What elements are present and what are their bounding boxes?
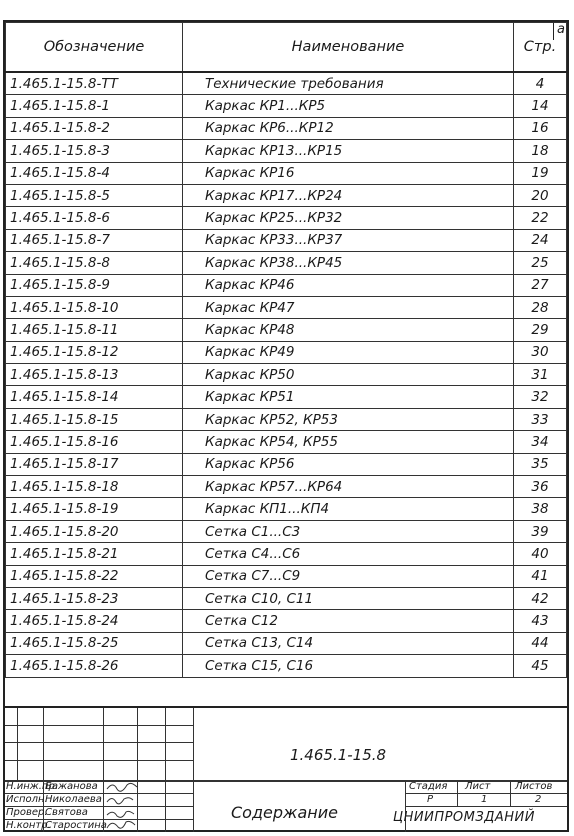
table-row [6,252,567,274]
row-page: 14 [514,95,567,117]
row-name: Каркас КР25...КР32 [183,207,514,229]
row-page: 41 [514,565,567,587]
signature-name: Бажанова [45,781,98,792]
row-page: 28 [514,296,567,318]
row-designation: 1.465.1-15.8-13 [6,364,183,386]
row-name: Каркас КР33...КР37 [183,229,514,251]
row-page: 44 [514,632,567,654]
table-row [6,72,567,95]
document-code: 1.465.1-15.8 [290,746,387,764]
signature-role: Н.контр. [6,820,51,831]
sheet-value: 1 [481,794,488,805]
row-designation: 1.465.1-15.8-10 [6,296,183,318]
row-name: Каркас КР46 [183,274,514,296]
row-name: Каркас КР50 [183,364,514,386]
signature-name: Святова [45,807,88,818]
table-row [6,386,567,408]
table-row [6,610,567,632]
row-name: Сетка С7...С9 [183,565,514,587]
table-row [6,140,567,162]
table-row [6,207,567,229]
row-name: Каркас КР54, КР55 [183,431,514,453]
row-designation: 1.465.1-15.8-18 [6,476,183,498]
signature-role: Исполн. [6,794,48,805]
row-page: 33 [514,408,567,430]
row-page: 27 [514,274,567,296]
row-name: Каркас КР47 [183,296,514,318]
row-page: 4 [514,72,567,95]
row-name: Каркас КР52, КР53 [183,408,514,430]
table-row [6,341,567,363]
row-page: 25 [514,252,567,274]
corner-mark: а [553,22,567,40]
table-row [6,476,567,498]
signature-name: Старостина [45,820,107,831]
table-row [6,453,567,475]
row-page: 39 [514,520,567,542]
table-row [6,587,567,609]
row-name: Каркас КР1...КР5 [183,95,514,117]
row-designation: 1.465.1-15.8-3 [6,140,183,162]
row-designation: 1.465.1-15.8-14 [6,386,183,408]
row-name: Каркас КР56 [183,453,514,475]
row-page: 43 [514,610,567,632]
table-row [6,565,567,587]
document-title: Содержание [231,803,338,822]
table-row [6,117,567,139]
row-designation: 1.465.1-15.8-25 [6,632,183,654]
row-name: Каркас КР16 [183,162,514,184]
row-name: Сетка С10, С11 [183,587,514,609]
row-name: Каркас КР51 [183,386,514,408]
row-page: 34 [514,431,567,453]
stage-value: Р [427,794,434,805]
row-designation: 1.465.1-15.8-20 [6,520,183,542]
table-row [6,655,567,677]
row-name: Каркас КР17...КР24 [183,184,514,206]
row-name: Каркас КР38...КР45 [183,252,514,274]
row-designation: 1.465.1-15.8-19 [6,498,183,520]
row-designation: 1.465.1-15.8-24 [6,610,183,632]
table-row [6,520,567,542]
row-page: 30 [514,341,567,363]
organization-name: ЦНИИПРОМЗДАНИЙ [393,810,535,825]
table-row [6,632,567,654]
row-name: Каркас КР6...КР12 [183,117,514,139]
row-designation: 1.465.1-15.8-8 [6,252,183,274]
row-designation: 1.465.1-15.8-5 [6,184,183,206]
title-block [5,706,567,832]
row-page: 36 [514,476,567,498]
signature-role: Провер. [6,807,48,818]
row-designation: 1.465.1-15.8-6 [6,207,183,229]
row-page: 19 [514,162,567,184]
row-page: 45 [514,655,567,677]
signature-role: Н.инж.пр. [6,781,58,792]
row-page: 40 [514,543,567,565]
row-designation: 1.465.1-15.8-12 [6,341,183,363]
row-name: Сетка С13, С14 [183,632,514,654]
signature-name: Николаева [45,794,102,805]
row-name: Технические требования [183,72,514,95]
table-row [6,543,567,565]
contents-table [5,22,567,678]
table-row [6,319,567,341]
header-designation: Обозначение [6,23,183,73]
table-row [6,274,567,296]
table-row [6,229,567,251]
table-header-row [6,23,567,73]
row-designation: 1.465.1-15.8-2 [6,117,183,139]
row-designation: 1.465.1-15.8-15 [6,408,183,430]
table-row [6,431,567,453]
row-designation: 1.465.1-15.8-4 [6,162,183,184]
table-row [6,408,567,430]
stage-label: Стадия [409,781,448,792]
table-row [6,162,567,184]
row-designation: 1.465.1-15.8-26 [6,655,183,677]
row-page: 31 [514,364,567,386]
row-name: Каркас КР48 [183,319,514,341]
row-name: Каркас КР57...КР64 [183,476,514,498]
header-name: Наименование [183,23,514,73]
row-name: Сетка С1...С3 [183,520,514,542]
row-page: 20 [514,184,567,206]
row-name: Сетка С15, С16 [183,655,514,677]
row-designation: 1.465.1-15.8-11 [6,319,183,341]
row-name: Сетка С4...С6 [183,543,514,565]
table-row [6,95,567,117]
row-page: 22 [514,207,567,229]
row-designation: 1.465.1-15.8-16 [6,431,183,453]
row-page: 24 [514,229,567,251]
row-page: 38 [514,498,567,520]
row-page: 29 [514,319,567,341]
row-designation: 1.465.1-15.8-9 [6,274,183,296]
table-row [6,364,567,386]
row-designation: 1.465.1-15.8-1 [6,95,183,117]
row-name: Сетка С12 [183,610,514,632]
table-row [6,296,567,318]
row-name: Каркас КР49 [183,341,514,363]
sheet-label: Лист [465,781,491,792]
row-page: 18 [514,140,567,162]
row-page: 32 [514,386,567,408]
sheets-value: 2 [535,794,542,805]
row-page: 16 [514,117,567,139]
header-page: Стр. [514,23,567,73]
row-name: Каркас КР13...КР15 [183,140,514,162]
row-designation: 1.465.1-15.8-23 [6,587,183,609]
row-designation: 1.465.1-15.8-ТТ [6,72,183,95]
row-designation: 1.465.1-15.8-17 [6,453,183,475]
table-row [6,498,567,520]
table-row [6,184,567,206]
drawing-sheet [3,20,569,832]
row-designation: 1.465.1-15.8-7 [6,229,183,251]
row-designation: 1.465.1-15.8-22 [6,565,183,587]
row-page: 42 [514,587,567,609]
sheets-label: Листов [515,781,553,792]
row-name: Каркас КП1...КП4 [183,498,514,520]
row-designation: 1.465.1-15.8-21 [6,543,183,565]
row-page: 35 [514,453,567,475]
handwritten-signatures [105,781,165,831]
